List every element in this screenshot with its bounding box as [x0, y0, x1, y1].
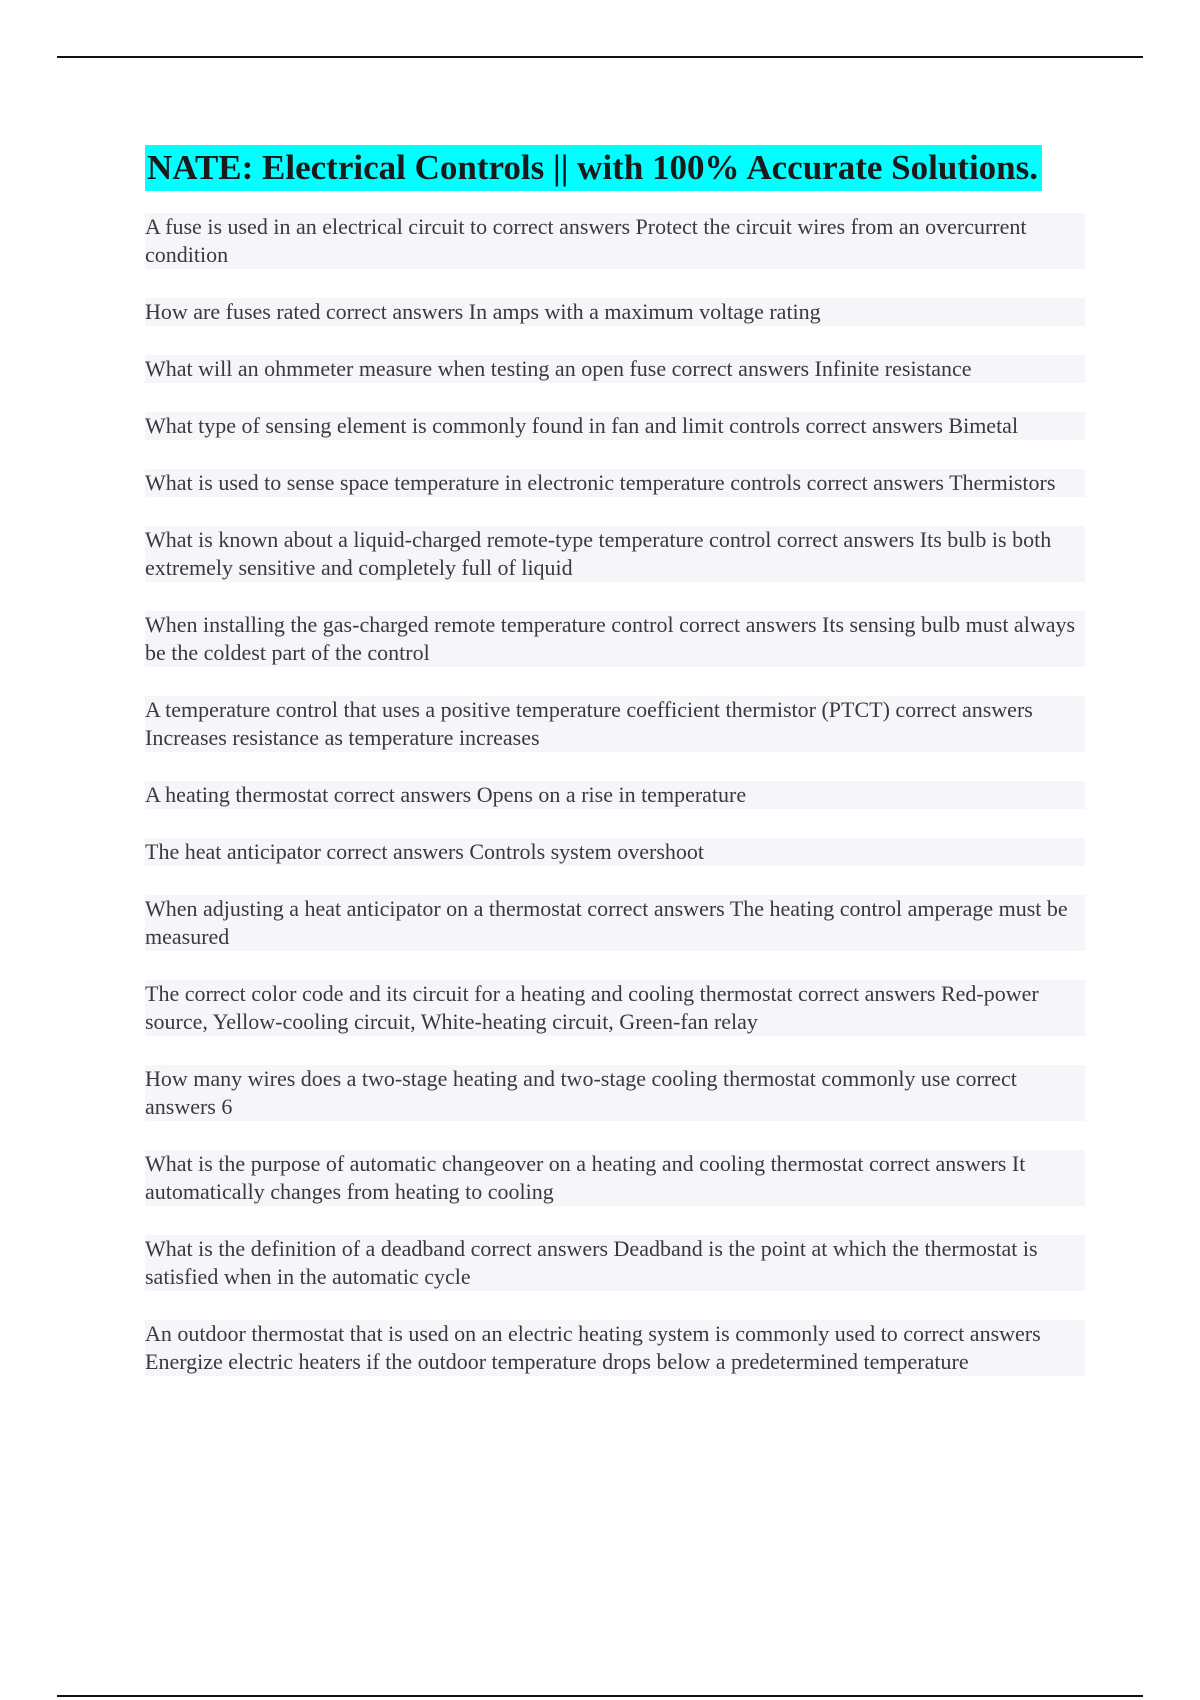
qa-entry: How many wires does a two-stage heating and two-stage cooling thermostat commonly use correct answers 6 [145, 1065, 1085, 1121]
qa-entry: A heating thermostat correct answers Opens on a rise in temperature [145, 781, 1085, 809]
qa-entry: A temperature control that uses a positive temperature coefficient thermistor (PTCT) correct answers Increases resistance as temperature increases [145, 696, 1085, 752]
qa-entry: When installing the gas-charged remote temperature control correct answers Its sensing bulb must always be the coldest part of the control [145, 611, 1085, 667]
document-title: NATE: Electrical Controls || with 100% Accurate Solutions. [145, 145, 1042, 191]
qa-entry: What is known about a liquid-charged remote-type temperature control correct answers Its bulb is both extremely sensitive and completely full of liquid [145, 526, 1085, 582]
qa-entry: The heat anticipator correct answers Controls system overshoot [145, 838, 1085, 866]
qa-entry: The correct color code and its circuit for a heating and cooling thermostat correct answers Red-power source, Yellow-cooling circuit, White-heating circuit, Green-fan relay [145, 980, 1085, 1036]
qa-entry: What will an ohmmeter measure when testing an open fuse correct answers Infinite resistance [145, 355, 1085, 383]
qa-entry: An outdoor thermostat that is used on an electric heating system is commonly used to correct answers Energize electric heaters if the outdoor temperature drops below a predetermined temperature [145, 1320, 1085, 1376]
qa-entry: A fuse is used in an electrical circuit to correct answers Protect the circuit wires from an overcurrent condition [145, 213, 1085, 269]
qa-entry: When adjusting a heat anticipator on a thermostat correct answers The heating control amperage must be measured [145, 895, 1085, 951]
document-body [145, 145, 1085, 1405]
qa-entry: What is used to sense space temperature in electronic temperature controls correct answers Thermistors [145, 469, 1085, 497]
top-rule [57, 56, 1143, 58]
bottom-rule [57, 1695, 1143, 1697]
qa-entry: What type of sensing element is commonly found in fan and limit controls correct answers Bimetal [145, 412, 1085, 440]
qa-entry: What is the purpose of automatic changeover on a heating and cooling thermostat correct answers It automatically changes from heating to cooling [145, 1150, 1085, 1206]
qa-entry: How are fuses rated correct answers In amps with a maximum voltage rating [145, 298, 1085, 326]
qa-entry: What is the definition of a deadband correct answers Deadband is the point at which the thermostat is satisfied when in the automatic cycle [145, 1235, 1085, 1291]
